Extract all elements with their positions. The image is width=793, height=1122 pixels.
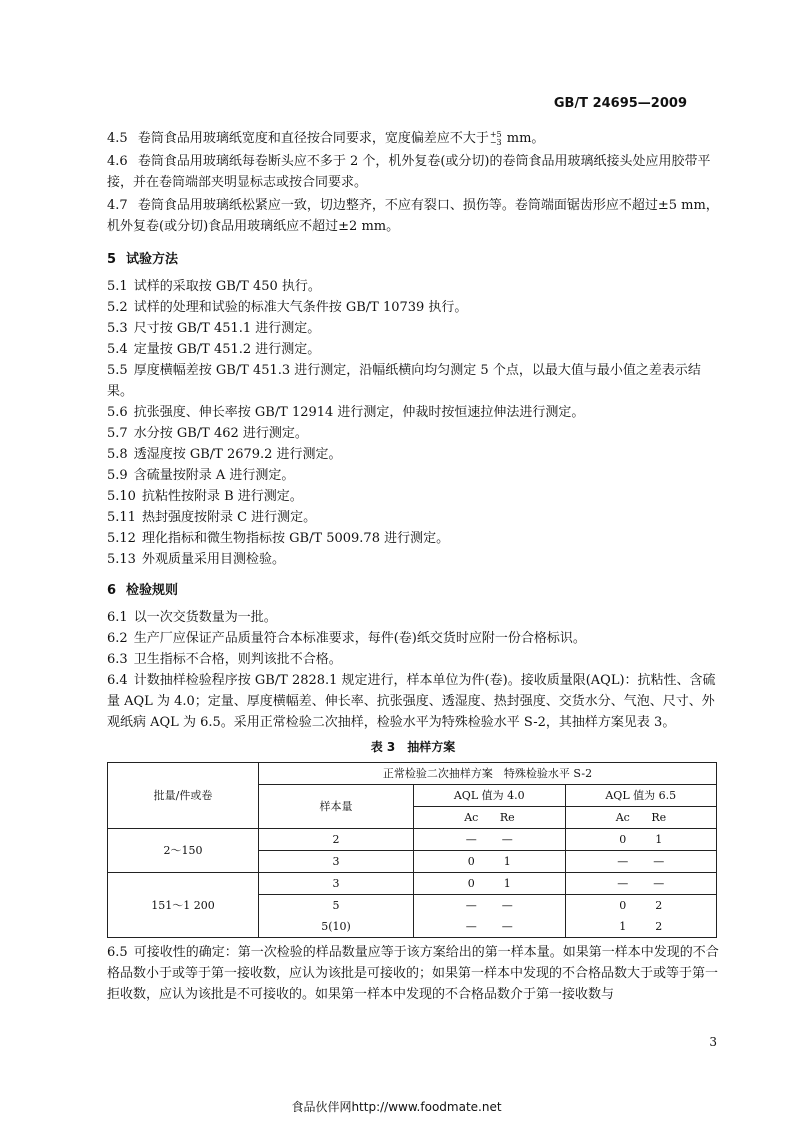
clause-number: 4.7 — [107, 198, 128, 213]
clause-5-12 — [107, 528, 719, 549]
clause-number: 5.9 — [107, 468, 128, 483]
clause-number: 6.5 — [107, 945, 128, 960]
aql-4-cell — [414, 829, 566, 851]
clause-number: 5.13 — [107, 552, 136, 567]
table-row — [108, 873, 717, 895]
tolerance-upper: +5 — [489, 129, 502, 139]
aql-6-5-cell — [565, 851, 717, 873]
tolerance — [490, 131, 502, 147]
clause-number: 6.2 — [107, 631, 128, 646]
ac-value: — — [465, 899, 477, 912]
section-5-list — [107, 276, 719, 570]
clause-6-3 — [107, 649, 719, 670]
ac-value: 0 — [467, 855, 475, 868]
ac-value: — — [617, 877, 629, 890]
header-re: Re — [651, 811, 667, 824]
section-heading-5 — [107, 249, 719, 270]
ac-value: 0 — [619, 899, 627, 912]
clause-5-1 — [107, 276, 719, 297]
clause-6-5 — [107, 942, 719, 1005]
table-row — [108, 829, 717, 851]
batch-cell: 2～150 — [108, 829, 259, 873]
ac-value: — — [617, 855, 629, 868]
clause-number: 5.1 — [107, 279, 128, 294]
standard-number: GB/T 24695—2009 — [553, 96, 687, 111]
clause-text: 可接收性的确定：第一次检验的样品数量应等于该方案给出的第一样本量。如果第一样本中发现的不合格品数小于或等于第一接收数，应认为该批是可接收的；如果第一样本中发现的不合格品数大于或等于第一拒收数，应认为该批是不可接收的。如果第一样本中发现的不合格品数介于第一接收数与 — [107, 945, 719, 1002]
clause-text: 卷筒食品用玻璃纸每卷断头应不多于 2 个，机外复卷(或分切)的卷筒食品用玻璃纸接头处应用胶带平接，并在卷筒端部夹明显标志或按合同要求。 — [107, 154, 711, 190]
aql-6-5-cell — [565, 916, 717, 938]
ac-value: 1 — [619, 920, 627, 933]
ac-value: — — [465, 920, 477, 933]
re-value: — — [501, 899, 513, 912]
header-acre-2 — [565, 807, 717, 829]
clause-number: 4.6 — [107, 154, 128, 169]
ac-value: — — [465, 833, 477, 846]
clause-5-2 — [107, 297, 719, 318]
re-value: 2 — [655, 899, 663, 912]
clause-4-6 — [107, 151, 719, 193]
clause-5-10 — [107, 486, 719, 507]
clause-5-4 — [107, 339, 719, 360]
clause-text: 定量按 GB/T 451.2 进行测定。 — [133, 342, 321, 357]
clause-number: 5.2 — [107, 300, 128, 315]
clause-text: 水分按 GB/T 462 进行测定。 — [133, 426, 308, 441]
re-value: 2 — [655, 920, 663, 933]
clause-number: 5.8 — [107, 447, 128, 462]
clause-text: 理化指标和微生物指标按 GB/T 5009.78 进行测定。 — [141, 531, 450, 546]
clause-number: 5.10 — [107, 489, 136, 504]
clause-text: 厚度横幅差按 GB/T 451.3 进行测定，沿幅纸横向均匀测定 5 个点，以最大值与最小值之差表示结果。 — [107, 363, 701, 399]
re-value: 1 — [503, 877, 511, 890]
clause-text: 卫生指标不合格，则判该批不合格。 — [133, 652, 342, 667]
clause-text: 外观质量采用目测检验。 — [141, 552, 285, 567]
clause-text: 卷筒食品用玻璃纸宽度和直径按合同要求，宽度偏差应不大于 — [137, 131, 489, 146]
table-header-row — [108, 763, 717, 785]
aql-4-cell — [414, 851, 566, 873]
aql-6-5-cell — [565, 895, 717, 917]
clause-4-5 — [107, 128, 719, 149]
section-number: 5 — [107, 252, 117, 267]
batch-cell: 151～1 200 — [108, 873, 259, 938]
re-value: 1 — [655, 833, 663, 846]
clause-4-7 — [107, 195, 719, 237]
clause-text: 计数抽样检验程序按 GB/T 2828.1 规定进行，样本单位为件(卷)。接收质量限(AQL)：抗粘性、含硫量 AQL 为 4.0；定量、厚度横幅差、伸长率、抗张强度、透湿度、热封强度、交货水分、气泡、尺寸、外观纸病 AQL 为 6.5。采用正常检验二次抽样，检验水平为特殊检验水平 S-2，其抽样方案见表 3。 — [107, 673, 716, 730]
clause-5-11 — [107, 507, 719, 528]
page-number: 3 — [709, 1035, 717, 1049]
clause-number: 5.3 — [107, 321, 128, 336]
re-value: — — [501, 833, 513, 846]
clause-6-4 — [107, 670, 719, 733]
aql-6-5-cell — [565, 873, 717, 895]
clause-number: 4.5 — [107, 131, 128, 146]
sample-size-cell: 5(10) — [259, 916, 414, 938]
section-6-list — [107, 607, 719, 733]
aql-4-cell — [414, 895, 566, 917]
clause-5-6 — [107, 402, 719, 423]
clause-number: 6.4 — [107, 673, 128, 688]
aql-6-5-cell — [565, 829, 717, 851]
clause-text: 含硫量按附录 A 进行测定。 — [133, 468, 295, 483]
header-acre-1 — [414, 807, 566, 829]
clause-6-2 — [107, 628, 719, 649]
ac-value: 0 — [467, 877, 475, 890]
clause-text: 尺寸按 GB/T 451.1 进行测定。 — [133, 321, 321, 336]
sample-size-cell: 3 — [259, 873, 414, 895]
clause-number: 5.7 — [107, 426, 128, 441]
clause-5-3 — [107, 318, 719, 339]
clause-text: 透湿度按 GB/T 2679.2 进行测定。 — [133, 447, 342, 462]
clause-number: 6.1 — [107, 610, 128, 625]
ac-value: 0 — [619, 833, 627, 846]
clause-5-5 — [107, 360, 719, 402]
clause-5-7 — [107, 423, 719, 444]
section-title: 检验规则 — [126, 583, 179, 598]
clause-5-13 — [107, 549, 719, 570]
clause-text: 抗粘性按附录 B 进行测定。 — [141, 489, 303, 504]
aql-4-cell — [414, 916, 566, 938]
header-plan: 正常检验二次抽样方案 特殊检验水平 S-2 — [259, 763, 717, 785]
table-caption: 表 3 抽样方案 — [370, 740, 456, 754]
clause-text: 生产厂应保证产品质量符合本标准要求，每件(卷)纸交货时应附一份合格标识。 — [133, 631, 586, 646]
clause-text-unit: mm。 — [502, 131, 545, 146]
clause-5-8 — [107, 444, 719, 465]
re-value: — — [653, 855, 665, 868]
re-value: 1 — [503, 855, 511, 868]
clause-text: 抗张强度、伸长率按 GB/T 12914 进行测定，仲裁时按恒速拉伸法进行测定。 — [133, 405, 585, 420]
tolerance-lower: −3 — [489, 137, 502, 147]
clause-text: 热封强度按附录 C 进行测定。 — [141, 510, 317, 525]
header-batch: 批量/件或卷 — [108, 763, 259, 829]
header-sample-size: 样本量 — [259, 785, 414, 829]
re-value: — — [501, 920, 513, 933]
clause-text: 试样的采取按 GB/T 450 执行。 — [133, 279, 321, 294]
header-aql-4: AQL 值为 4.0 — [414, 785, 566, 807]
re-value: — — [653, 877, 665, 890]
clause-number: 5.4 — [107, 342, 128, 357]
clause-text: 卷筒食品用玻璃纸松紧应一致，切边整齐，不应有裂口、损伤等。卷筒端面锯齿形应不超过±5 mm，机外复卷(或分切)食品用玻璃纸应不超过±2 mm。 — [107, 198, 719, 234]
clause-6-1 — [107, 607, 719, 628]
aql-4-cell — [414, 873, 566, 895]
sample-size-cell: 3 — [259, 851, 414, 873]
clause-text: 试样的处理和试验的标准大气条件按 GB/T 10739 执行。 — [133, 300, 468, 315]
clause-number: 6.3 — [107, 652, 128, 667]
section-title: 试验方法 — [126, 252, 179, 267]
clause-number: 5.5 — [107, 363, 128, 378]
clause-text: 以一次交货数量为一批。 — [133, 610, 277, 625]
document-body — [107, 128, 719, 1005]
sampling-plan-table — [107, 762, 717, 938]
header-ac: Ac — [615, 811, 630, 824]
clause-5-9 — [107, 465, 719, 486]
sample-size-cell: 5 — [259, 895, 414, 917]
clause-number: 5.12 — [107, 531, 136, 546]
header-re: Re — [499, 811, 515, 824]
clause-number: 5.11 — [107, 510, 136, 525]
clause-number: 5.6 — [107, 405, 128, 420]
sample-size-cell: 2 — [259, 829, 414, 851]
header-ac: Ac — [464, 811, 479, 824]
section-number: 6 — [107, 583, 117, 598]
section-heading-6 — [107, 580, 719, 601]
footer-watermark: 食品伙伴网http://www.foodmate.net — [291, 1100, 502, 1114]
header-aql-6-5: AQL 值为 6.5 — [565, 785, 717, 807]
